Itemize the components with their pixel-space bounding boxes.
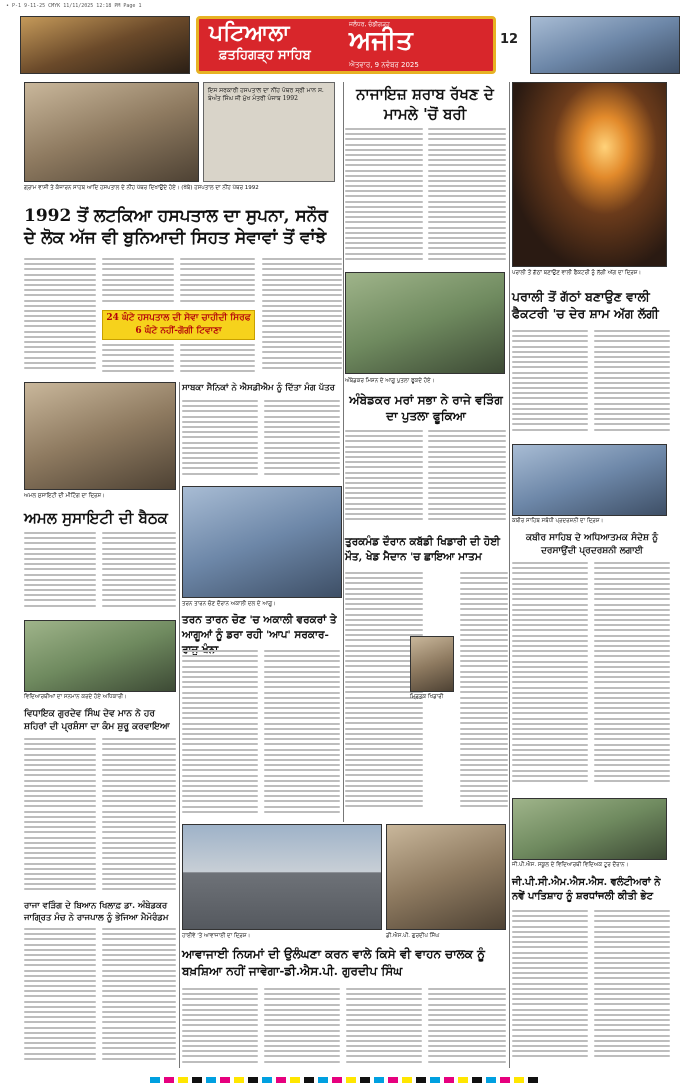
hospital-group-photo bbox=[24, 82, 199, 182]
student-headline: ਵਿਧਾਇਕ ਗੁਰਦੇਵ ਸਿੰਘ ਦੇਵ ਮਾਨ ਨੇ ਹਰ ਸ਼ਹਿਰਾਂ ਦੀ ਪ੍ਰਸ਼ੰਸਾ ਦਾ ਕੰਮ ਸ਼ੁਰੂ ਕਰਵਾਇਆ bbox=[24, 709, 170, 732]
meeting-body-col1 bbox=[24, 532, 96, 614]
memorandum-body-col2 bbox=[102, 928, 176, 1068]
registration-swatch bbox=[500, 1077, 510, 1083]
hospital-body-col2b bbox=[102, 344, 174, 378]
memorandum-body-col1 bbox=[24, 928, 96, 1068]
masthead bbox=[0, 14, 687, 76]
meeting-headline: ਅਮਲ ਸੁਸਾਇਟੀ ਦੀ ਬੈਠਕ bbox=[24, 509, 168, 527]
gps-headline: ਜੀ.ਪੀ.ਸੀ.ਐਮ.ਐਸ.ਐਸ. ਵਲੰਟੀਅਰਾਂ ਨੇ ਨਵੇਂ ਪਾਤਿਸ਼ਾਹ ਨੂੰ ਸ਼ਰਧਾਂਜਲੀ ਕੀਤੀ ਭੇਟ bbox=[512, 877, 661, 902]
masthead-photo-right bbox=[530, 16, 680, 74]
registration-swatch bbox=[304, 1077, 314, 1083]
registration-swatch bbox=[458, 1077, 468, 1083]
factory-fire-headline: ਪਰਾਲੀ ਤੋਂ ਗੱਠਾਂ ਬਣਾਉਣ ਵਾਲੀ ਫੈਕਟਰੀ 'ਚ ਦੇਰ ਸ਼ਾਮ ਅੱਗ ਲੱਗੀ bbox=[512, 289, 659, 321]
registration-swatch bbox=[472, 1077, 482, 1083]
foundation-stone: ਇਸ ਸਰਕਾਰੀ ਹਸਪਤਾਲ ਦਾ ਨੀਂਹ ਪੱਥਰ ਸ੍ਰੀ ਮਾਨ ਸ. ਬੇਅੰਤ ਸਿੰਘ ਜੀ ਮੁੱਖ ਮੰਤਰੀ ਪੰਜਾਬ 1992 bbox=[203, 82, 335, 182]
fire-body-col1 bbox=[512, 330, 588, 440]
registration-swatch bbox=[248, 1077, 258, 1083]
hospital-body-col1 bbox=[24, 258, 96, 378]
pensioners-headline: ਸਾਬਕਾ ਸੈਨਿਕਾਂ ਨੇ ਐਸਡੀਐਮ ਨੂੰ ਦਿੱਤਾ ਮੰਗ ਪੱਤਰ bbox=[182, 383, 335, 393]
gps-photo-caption: ਜੀ.ਪੀ.ਐਸ. ਸਕੂਲ ਦੇ ਵਿਦਿਆਰਥੀ ਵਿਦਿਅਕ ਟੂਰ ਦੌਰਾਨ। bbox=[512, 862, 629, 868]
fire-body-col2 bbox=[594, 330, 670, 440]
memorandum-headline: ਰਾਜਾ ਵੜਿੰਗ ਦੇ ਬਿਆਨ ਖਿਲਾਫ਼ ਡਾ. ਅੰਬੇਡਕਰ ਜਾਗ੍ਰਿਤ ਮੰਚ ਨੇ ਰਾਜਪਾਲ ਨੂੰ ਭੇਜਿਆ ਮੈਮੋਰੰਡਮ bbox=[24, 901, 169, 923]
hospital-body-col2 bbox=[102, 258, 174, 308]
tarn-taran-photo bbox=[182, 486, 342, 598]
color-swatches bbox=[150, 1077, 538, 1083]
liquor-body-col1 bbox=[345, 128, 423, 266]
registration-swatch bbox=[374, 1077, 384, 1083]
registration-swatch bbox=[360, 1077, 370, 1083]
registration-swatch bbox=[388, 1077, 398, 1083]
kabaddi-player-portrait bbox=[410, 636, 454, 692]
pensioners-body-col1 bbox=[182, 400, 258, 482]
kabir-body-col1 bbox=[512, 562, 588, 794]
registration-swatch bbox=[318, 1077, 328, 1083]
gps-body-col2 bbox=[594, 910, 670, 1068]
registration-swatch bbox=[206, 1077, 216, 1083]
kabaddi-headline: ਤੁਰਕਮੰਡ ਦੌਰਾਨ ਕਬੱਡੀ ਖਿਡਾਰੀ ਦੀ ਹੋਈ ਮੌਤ, ਖੇਡ ਮੈਦਾਨ 'ਚ ਛਾਇਆ ਮਾਤਮ bbox=[345, 536, 500, 563]
kabaddi-portrait-caption: ਮ੍ਰਿਤਕ ਖਿਡਾਰੀ bbox=[410, 694, 444, 700]
masthead-date: ਐਤਵਾਰ, 9 ਨਵੰਬਰ 2025 bbox=[349, 61, 419, 69]
print-registration-bar bbox=[0, 1071, 687, 1089]
column-rule bbox=[343, 82, 344, 822]
masthead-frame bbox=[196, 16, 496, 74]
effigy-photo-caption: ਅੰਬੇਡਕਰ ਮਿਸ਼ਨ ਦੇ ਆਗੂ ਪੁਤਲਾ ਫੂਕਦੇ ਹੋਏ। bbox=[345, 378, 435, 384]
meeting-body-col2 bbox=[102, 532, 176, 614]
liquor-body-col2 bbox=[428, 128, 506, 266]
kabir-exhibition-photo bbox=[512, 444, 667, 516]
student-honor-photo bbox=[24, 620, 176, 692]
gps-students-photo bbox=[512, 798, 667, 860]
traffic-body-col4 bbox=[428, 988, 506, 1068]
hospital-body-col3 bbox=[180, 258, 255, 308]
registration-swatch bbox=[444, 1077, 454, 1083]
registration-swatch bbox=[234, 1077, 244, 1083]
masthead-logo: ਅਜੀਤ bbox=[349, 26, 413, 56]
registration-swatch bbox=[486, 1077, 496, 1083]
dsp-portraits bbox=[386, 824, 506, 930]
tarn-taran-headline: ਤਰਨ ਤਾਰਨ ਚੋਣ 'ਚ ਅਕਾਲੀ ਵਰਕਰਾਂ ਤੇ ਆਗੂਆਂ ਨੂੰ ਡਰਾ ਰਹੀ 'ਆਪ' ਸਰਕਾਰ- bbox=[182, 614, 337, 641]
traffic-headline: ਆਵਾਜਾਈ ਨਿਯਮਾਂ ਦੀ ਉਲੰਘਣਾ ਕਰਨ ਵਾਲੇ ਕਿਸੇ ਵੀ ਵਾਹਨ ਚਾਲਕ ਨੂੰ ਬਖ਼ਸ਼ਿਆ ਨਹੀਂ ਜਾਵੇਗਾ-ਡੀ.ਐਸ.ਪੀ. ਗੁਰਦੀਪ ਸਿੰਘ bbox=[182, 947, 485, 978]
tarn-taran-body-col2 bbox=[264, 650, 340, 820]
masthead-city-fatehgarh: ਫ਼ਤਹਿਗੜ੍ਹ ਸਾਹਿਬ bbox=[219, 48, 311, 63]
hospital-photo-caption: ਗ੍ਰਾਮ ਵਾਸੀ ਤੇ ਕੰਜਾਰਨ ਸਾਹਬ ਆਦਿ ਹਸਪਤਾਲ ਦੇ ਨੀਂਹ ਪੱਥਰ ਦਿਖਾਉਂਦੇ ਹੋਏ। (ਖੱਬੇ) ਹਸਪਤਾਲ ਦਾ ਨੀਂਹ ਪੱਥਰ 1992 bbox=[24, 185, 259, 191]
traffic-body-col3 bbox=[346, 988, 422, 1068]
tarn-taran-body-col1 bbox=[182, 650, 258, 820]
hospital-body-col4 bbox=[262, 258, 342, 378]
meeting-photo-caption: ਅਮਲ ਸੁਸਾਇਟੀ ਦੀ ਮੀਟਿੰਗ ਦਾ ਦ੍ਰਿਸ਼। bbox=[24, 493, 105, 499]
registration-swatch bbox=[290, 1077, 300, 1083]
registration-swatch bbox=[402, 1077, 412, 1083]
page-number: 12 bbox=[500, 32, 519, 47]
kabir-photo-caption: ਕਬੀਰ ਸਾਹਿਬ ਸਬੰਧੀ ਪ੍ਰਦਰਸ਼ਨੀ ਦਾ ਦ੍ਰਿਸ਼। bbox=[512, 518, 604, 524]
registration-swatch bbox=[150, 1077, 160, 1083]
kabaddi-body-col2 bbox=[460, 572, 508, 820]
column-rule bbox=[509, 82, 510, 1068]
registration-swatch bbox=[262, 1077, 272, 1083]
print-slug: • P-1 9-11-25 CMYK 11/11/2025 12:18 PM Page 1 bbox=[6, 3, 142, 9]
masthead-photo-left bbox=[20, 16, 190, 74]
registration-swatch bbox=[192, 1077, 202, 1083]
effigy-body-col2 bbox=[428, 430, 506, 530]
registration-swatch bbox=[276, 1077, 286, 1083]
registration-swatch bbox=[430, 1077, 440, 1083]
registration-swatch bbox=[528, 1077, 538, 1083]
masthead-tagline: ਜਲੰਧਰ, ਚੰਡੀਗੜ੍ਹ bbox=[349, 21, 390, 28]
meeting-photo bbox=[24, 382, 176, 490]
traffic-body-col2 bbox=[264, 988, 340, 1068]
kabir-body-col2 bbox=[594, 562, 670, 794]
pensioners-body-col2 bbox=[264, 400, 340, 482]
effigy-headline: ਅੰਬੇਡਕਰ ਮਰਾਂ ਸਭਾ ਨੇ ਰਾਜੇ ਵੜਿੰਗ ਦਾ ਪੁਤਲਾ ਫੂਕਿਆ bbox=[349, 393, 503, 423]
kabir-headline: ਕਬੀਰ ਸਾਹਿਬ ਦੇ ਅਧਿਆਤਮਕ ਸੰਦੇਸ਼ ਨੂੰ ਦਰਸਾਉਂਦੀ ਪ੍ਰਦਰਸ਼ਨੀ ਲਗਾਈ bbox=[526, 533, 658, 556]
highway-photo-caption: ਹਾਈਵੇ 'ਤੇ ਆਵਾਜਾਈ ਦਾ ਦ੍ਰਿਸ਼। bbox=[182, 933, 251, 939]
tarn-taran-caption: ਤਰਨ ਤਾਰਨ ਚੋਣ ਦੌਰਾਨ ਅਕਾਲੀ ਦਲ ਦੇ ਆਗੂ। bbox=[182, 601, 276, 607]
gps-body-col1 bbox=[512, 910, 588, 1068]
effigy-photo bbox=[345, 272, 505, 374]
registration-swatch bbox=[346, 1077, 356, 1083]
masthead-city-patiala: ਪਟਿਆਲਾ bbox=[209, 20, 290, 46]
column-rule bbox=[179, 382, 180, 1068]
highway-photo bbox=[182, 824, 382, 930]
registration-swatch bbox=[164, 1077, 174, 1083]
hospital-headline: 1992 ਤੋਂ ਲਟਕਿਆ ਹਸਪਤਾਲ ਦਾ ਸੁਪਨਾ, ਸਨੌਰ ਦੇ ਲੋਕ ਅੱਜ ਵੀ ਬੁਨਿਆਦੀ ਸਿਹਤ ਸੇਵਾਵਾਂ ਤੋਂ ਵਾਂਝੇ bbox=[24, 206, 328, 248]
registration-swatch bbox=[416, 1077, 426, 1083]
factory-fire-photo bbox=[512, 82, 667, 267]
registration-swatch bbox=[332, 1077, 342, 1083]
registration-swatch bbox=[178, 1077, 188, 1083]
liquor-headline: ਨਾਜਾਇਜ਼ ਸ਼ਰਾਬ ਰੱਖਣ ਦੇ ਮਾਮਲੇ 'ਚੋਂ ਬਰੀ bbox=[356, 85, 494, 123]
student-photo-caption: ਵਿਦਿਆਰਥੀਆਂ ਦਾ ਸਨਮਾਨ ਕਰਦੇ ਹੋਏ ਅਧਿਕਾਰੀ। bbox=[24, 694, 127, 700]
effigy-body-col1 bbox=[345, 430, 423, 530]
traffic-body-col1 bbox=[182, 988, 258, 1068]
hospital-body-col3b bbox=[180, 344, 255, 378]
dsp-caption: ਡੀ.ਐਸ.ਪੀ. ਗੁਰਦੀਪ ਸਿੰਘ bbox=[386, 933, 440, 939]
student-body-col2 bbox=[102, 738, 176, 898]
fire-photo-caption: ਪਰਾਲੀ ਤੋਂ ਗੱਠਾਂ ਬਣਾਉਣ ਵਾਲੀ ਫੈਕਟਰੀ ਨੂੰ ਲੱਗੀ ਅੱਗ ਦਾ ਦ੍ਰਿਸ਼। bbox=[512, 270, 642, 276]
registration-swatch bbox=[514, 1077, 524, 1083]
registration-swatch bbox=[220, 1077, 230, 1083]
hospital-yellow-box: 24 ਘੰਟੇ ਹਸਪਤਾਲ ਦੀ ਸੇਵਾ ਚਾਹੀਦੀ ਸਿਰਫ 6 ਘੰਟੇ ਨਹੀਂ-ਗੋਗੀ ਟਿਵਾਣਾ bbox=[102, 310, 255, 340]
student-body-col1 bbox=[24, 738, 96, 898]
